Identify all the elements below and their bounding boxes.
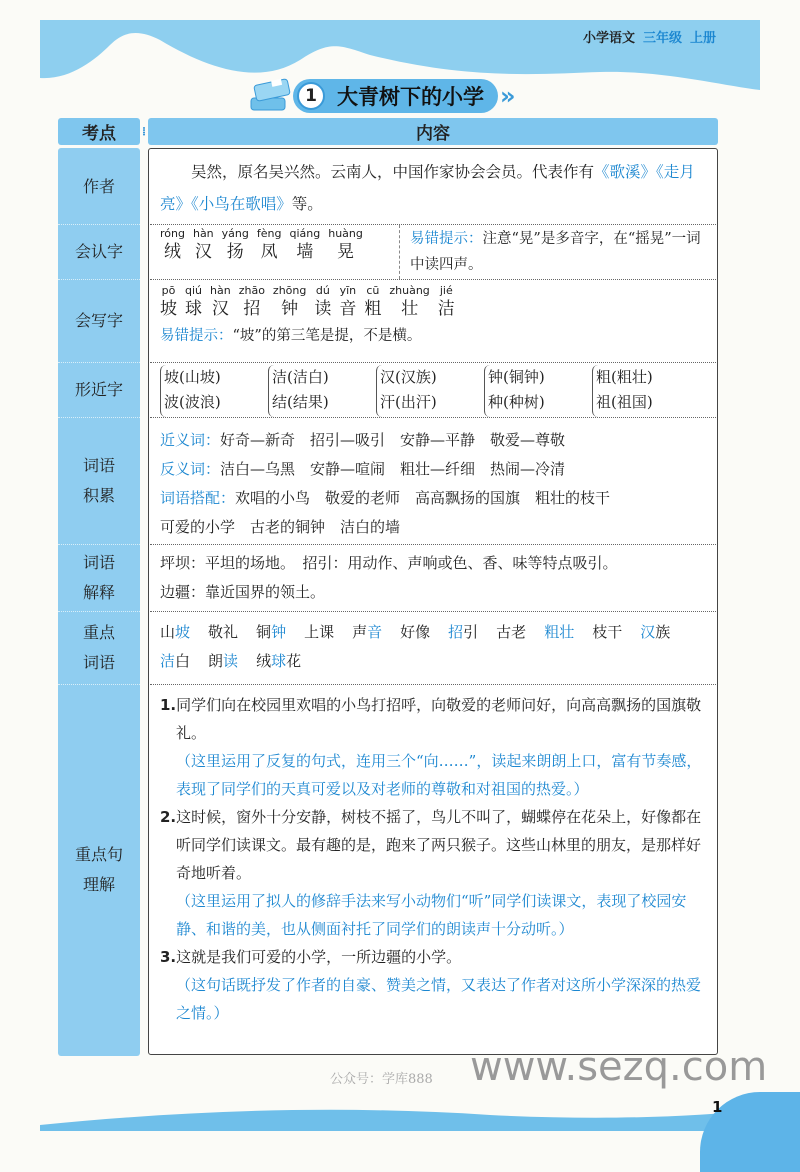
- tip-label: 易错提示：: [410, 231, 483, 247]
- keyword-part: 声: [352, 623, 368, 641]
- similar-char: 汗(出汗): [380, 393, 437, 411]
- character: 汉: [211, 299, 229, 319]
- accumulate-line: [160, 455, 706, 484]
- sentence: [160, 803, 706, 887]
- keyword: [592, 618, 622, 647]
- label-recognize: 会认字: [58, 225, 140, 280]
- pinyin-char: [222, 227, 249, 263]
- pinyin: jié: [439, 284, 453, 297]
- chevron-right-icon: »: [500, 82, 516, 110]
- character: 读: [314, 299, 332, 319]
- lesson-title: [245, 76, 516, 116]
- sentences-row: [150, 687, 716, 1053]
- keyword-part: 白: [175, 652, 191, 670]
- sentence-number: 3.: [160, 948, 177, 966]
- keyword: [400, 618, 430, 647]
- pinyin-char: [257, 227, 282, 263]
- author-row: [150, 156, 716, 225]
- header-topic: 考点: [58, 118, 140, 145]
- keyword-part: 朗: [208, 652, 224, 670]
- pinyin-char: [364, 284, 381, 320]
- character: 粗: [364, 299, 382, 319]
- label-similar: 形近字: [58, 363, 140, 418]
- character: 汉: [194, 242, 212, 262]
- character: 音: [339, 299, 357, 319]
- keyword: [208, 647, 238, 676]
- pinyin: qiáng: [289, 227, 321, 240]
- keyword: [544, 618, 574, 647]
- recognize-chars: [160, 225, 400, 279]
- lesson-title-text: 大青树下的小学: [337, 85, 484, 109]
- character: 墙: [296, 242, 314, 262]
- character: 洁: [437, 299, 455, 319]
- similar-char: 波(波浪): [164, 393, 221, 411]
- sentence-number: 2.: [160, 808, 177, 826]
- keyword-part: 敬礼: [208, 623, 239, 641]
- label-write: 会写字: [58, 280, 140, 363]
- similar-char: 钟(铜钟): [488, 368, 545, 386]
- pinyin-char: [328, 227, 363, 263]
- pinyin-char: [314, 284, 331, 320]
- pinyin: dú: [315, 284, 330, 297]
- keyword: [160, 647, 190, 676]
- pinyin: yīn: [339, 284, 357, 297]
- keyword-part: 山: [160, 623, 176, 641]
- explain-line: 边疆：靠近国界的领土。: [160, 583, 326, 601]
- pinyin: qiú: [185, 284, 203, 297]
- similar-char: 洁(洁白): [272, 368, 329, 386]
- similar-pair: [592, 365, 700, 417]
- keyword-part: 好像: [400, 623, 431, 641]
- grade: 三年级: [643, 31, 683, 46]
- watermark-text: 公众号：学库888: [330, 1072, 433, 1087]
- sentence-number: 1.: [160, 696, 177, 714]
- author-segment: 等。: [291, 195, 323, 213]
- author-segment: 吴然，原名吴兴然。云南人，中国作家协会会员。代表作有: [160, 163, 595, 181]
- bottom-wave: [40, 1100, 760, 1131]
- accumulate-row: [150, 418, 716, 545]
- similar-char: 种(种树): [488, 393, 545, 411]
- character: 晃: [337, 242, 355, 262]
- similar-char: 祖(祖国): [596, 393, 653, 411]
- subject-name: 小学语文: [583, 31, 636, 46]
- similar-pair: [268, 365, 376, 417]
- pinyin-char: [389, 284, 429, 320]
- lesson-number: 1: [297, 82, 325, 110]
- keyword: [208, 618, 238, 647]
- label-accumulate: 词语积累: [58, 418, 140, 545]
- accumulate-line: [160, 484, 706, 513]
- character: 壮: [401, 299, 419, 319]
- keyword: [304, 618, 334, 647]
- sentence: [160, 943, 706, 971]
- pinyin-char: [210, 284, 231, 320]
- highlight-char: 读: [223, 652, 239, 670]
- pinyin-char: [289, 227, 320, 263]
- similar-char: 坡(山坡): [164, 368, 221, 386]
- keyword-part: 绒: [256, 652, 272, 670]
- pinyin: hàn: [210, 284, 231, 297]
- keyword: [160, 618, 190, 647]
- recognize-tip: [400, 225, 706, 279]
- tip-label: 易错提示：: [160, 328, 233, 344]
- header-content: 内容: [148, 118, 718, 145]
- pinyin-char: [160, 284, 177, 320]
- author-text: [160, 163, 695, 213]
- character: 钟: [281, 299, 299, 319]
- keyword-part: 铜: [256, 623, 272, 641]
- pinyin-char: [160, 227, 185, 263]
- highlight-char: 洁: [160, 652, 176, 670]
- divider-icon: ⁞: [142, 124, 146, 138]
- accumulate-line: [160, 426, 706, 455]
- keyword: [256, 618, 286, 647]
- pinyin: zhōng: [272, 284, 307, 297]
- keyword-part: 枝干: [592, 623, 623, 641]
- label-author: 作者: [58, 150, 140, 225]
- category-label: 近义词：: [160, 431, 221, 449]
- accumulate-line: [160, 513, 706, 542]
- pinyin: pō: [161, 284, 176, 297]
- site-watermark: www.sezq.com: [470, 1044, 768, 1090]
- similar-pair: [484, 365, 592, 417]
- highlight-char: 球: [271, 652, 287, 670]
- write-tip: [160, 323, 706, 349]
- highlight-char: 钟: [271, 623, 287, 641]
- pinyin: fèng: [256, 227, 282, 240]
- pinyin: róng: [160, 227, 185, 240]
- similar-pair: [160, 365, 268, 417]
- pinyin: zhāo: [238, 284, 265, 297]
- category-label: 词语搭配：: [160, 489, 236, 507]
- label-explain: 词语解释: [58, 545, 140, 612]
- highlight-char: 招: [448, 623, 464, 641]
- pinyin: cū: [366, 284, 380, 297]
- similar-char: 结(结果): [272, 393, 329, 411]
- word-list: 洁白—乌黑 安静—喧闹 粗壮—纤细 热闹—冷清: [220, 460, 566, 478]
- keyword-part: 上课: [304, 623, 335, 641]
- pinyin-char: [438, 284, 455, 320]
- character: 绒: [163, 242, 181, 262]
- character: 球: [185, 299, 202, 319]
- pinyin-char: [185, 284, 202, 320]
- explain-line: 坪坝：平坦的场地。 招引：用动作、声响或色、香、味等特点吸引。: [160, 554, 618, 572]
- keyword: [496, 618, 526, 647]
- sentence-text: 这时候，窗外十分安静，树枝不摇了，鸟儿不叫了，蝴蝶停在花朵上，好像都在听同学们读课文。最有趣的是，跑来了两只猴子。这些山林里的朋友，是那样好奇地听着。: [176, 808, 702, 882]
- character: 凤: [260, 242, 278, 262]
- explain-row: [150, 545, 716, 612]
- work-title: 《歌溪》《走月亮》《小鸟在歌唱》: [160, 163, 695, 213]
- character: 扬: [226, 242, 244, 262]
- pinyin: hàn: [192, 227, 214, 240]
- pinyin: yáng: [221, 227, 249, 240]
- category-label: 反义词：: [160, 460, 221, 478]
- highlight-char: 粗壮: [544, 623, 575, 641]
- pinyin-char: [193, 227, 214, 263]
- pinyin-char: [273, 284, 306, 320]
- sentence-note: （这里运用了拟人的修辞手法来写小动物们“听”同学们读课文，表现了校园安静、和谐的美，也从侧面衬托了同学们的朗读声十分动听。）: [176, 892, 687, 938]
- similar-char: 粗(粗壮): [596, 368, 653, 386]
- keyword: [640, 618, 670, 647]
- title-pill: [293, 79, 498, 113]
- keyword-part: 族: [655, 623, 671, 641]
- volume: 上册: [690, 31, 717, 46]
- highlight-char: 汉: [640, 623, 656, 641]
- keywords-row: [150, 612, 716, 685]
- word-list: 好奇—新奇 招引—吸引 安静—平静 敬爱—尊敬: [220, 431, 566, 449]
- write-chars: [160, 284, 706, 323]
- recognize-row: [150, 225, 716, 280]
- books-icon: [245, 76, 297, 116]
- sentence-text: 这就是我们可爱的小学，一所边疆的小学。: [176, 948, 462, 966]
- similar-char: 汉(汉族): [380, 368, 437, 386]
- word-list: 欢唱的小鸟 敬爱的老师 高高飘扬的国旗 粗壮的枝干: [235, 489, 611, 507]
- pinyin-char: [339, 284, 356, 320]
- pinyin-char: [239, 284, 265, 320]
- sentence-note: （这句话既抒发了作者的自豪、赞美之情，又表达了作者对这所小学深深的热爱之情。）: [176, 976, 702, 1022]
- keyword: [448, 618, 478, 647]
- label-keywords: 重点词语: [58, 612, 140, 685]
- tip-text: “坡”的第三笔是提，不是横。: [232, 328, 422, 344]
- write-row: [150, 280, 716, 363]
- sentence: [160, 691, 706, 747]
- word-list: 可爱的小学 古老的铜钟 洁白的墙: [160, 518, 401, 536]
- page-number: 1: [712, 1098, 723, 1116]
- keyword-part: 花: [286, 652, 302, 670]
- similar-pair: [376, 365, 484, 417]
- highlight-char: 坡: [175, 623, 191, 641]
- keyword-part: 引: [463, 623, 479, 641]
- keyword: [256, 647, 301, 676]
- sentence-note: （这里运用了反复的句式，连用三个“向……”，读起来朗朗上口，富有节奏感，表现了同学们的天真可爱以及对老师的尊敬和对祖国的热爱。）: [176, 752, 702, 798]
- character: 坡: [160, 299, 177, 319]
- keyword: [352, 618, 382, 647]
- similar-row: [150, 363, 716, 418]
- pinyin: huàng: [328, 227, 363, 240]
- sentence-text: 同学们向在校园里欢唱的小鸟打招呼，向敬爱的老师问好，向高高飘扬的国旗敬礼。: [176, 696, 702, 742]
- tip-text: 注意“晃”是多音字，在“摇晃”一词中读四声。: [410, 231, 701, 273]
- book-subject: [583, 27, 724, 46]
- pinyin: zhuàng: [389, 284, 430, 297]
- character: 招: [243, 299, 261, 319]
- highlight-char: 音: [367, 623, 383, 641]
- keyword-part: 古老: [496, 623, 527, 641]
- label-sentences: 重点句理解: [74, 845, 123, 894]
